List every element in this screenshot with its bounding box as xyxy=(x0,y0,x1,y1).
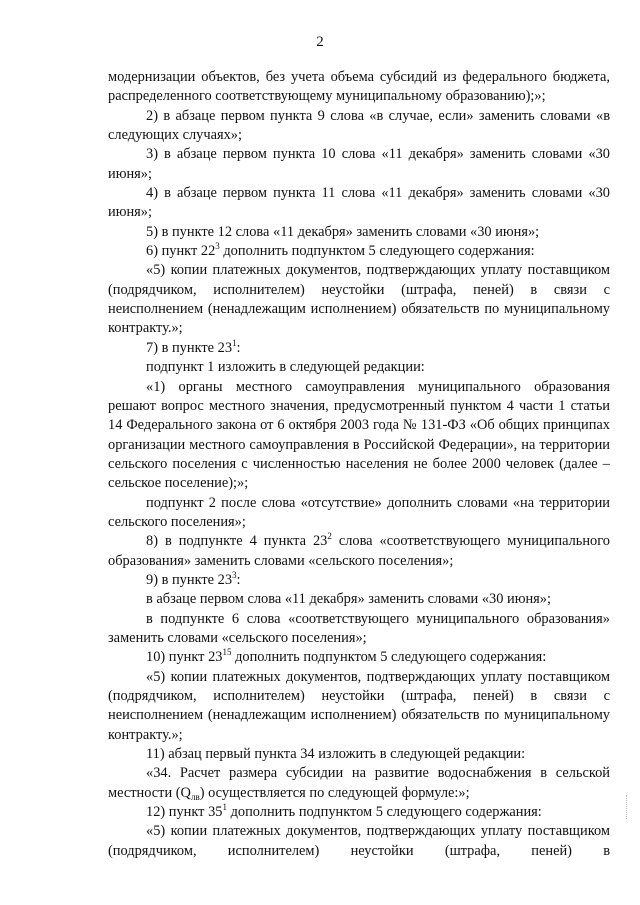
paragraph: «5) копии платежных документов, подтверждающих уплату поставщиком (подрядчиком, исполнителем) неустойки (штрафа, пеней) в связи с неисполнением (ненадлежащим исполнением) обязательств по муниципальному контракту.»; xyxy=(108,262,610,337)
paragraph xyxy=(108,648,610,667)
paragraph-text: : xyxy=(236,339,241,356)
paragraph: «1) органы местного самоуправления муниципального образования решают вопрос местного значения, предусмотренный пунктом 4 части 1 статьи 14 Федерального закона от 6 октября 2003 года № 131-ФЗ «Об общих принципах организации местного самоуправления в Российской Федерации», на территории сельского поселения с численностью населения не более 2000 человек (далее – сельское поселение);»; xyxy=(108,378,610,492)
document-body xyxy=(108,68,610,861)
paragraph: в подпункте 6 слова «соответствующего муниципального образования» заменить словами «сельского поселения»; xyxy=(108,610,610,646)
paragraph: 5) в пункте 12 слова «11 декабря» заменить словами «30 июня»; xyxy=(146,223,540,240)
paragraph-text: : xyxy=(236,571,241,588)
paragraph: модернизации объектов, без учета объема субсидий из федерального бюджета, распределенного соответствующему муниципальному образованию);»; xyxy=(108,69,610,105)
paragraph xyxy=(108,242,610,261)
paragraph xyxy=(108,339,610,358)
paragraph: «5) копии платежных документов, подтверждающих уплату поставщиком (подрядчиком, исполнителем) неустойки (штрафа, пеней) в связи с неисполнением (ненадлежащим исполнением) обязательств по муниципальному контракту.»; xyxy=(108,668,610,743)
paragraph xyxy=(108,571,610,590)
paragraph: 11) абзац первый пункта 34 изложить в следующей редакции: xyxy=(146,746,526,763)
paragraph-text: 8) в подпункте 4 пункта 23 xyxy=(146,533,328,550)
paragraph xyxy=(108,764,610,803)
paragraph-text: 10) пункт 23 xyxy=(146,649,223,666)
paragraph: подпункт 2 после слова «отсутствие» дополнить словами «на территории сельского поселения»; xyxy=(108,494,610,530)
paragraph-text: 9) в пункте 23 xyxy=(146,571,233,588)
superscript: 3 xyxy=(232,569,237,580)
paragraph-text: дополнить подпунктом 5 следующего содержания: xyxy=(219,243,535,260)
paragraph xyxy=(108,803,610,822)
paragraph: 4) в абзаце первом пункта 11 слова «11 декабря» заменить словами «30 июня»; xyxy=(108,185,610,221)
paragraph-text: ) осуществляется по следующей формуле:»; xyxy=(199,784,470,801)
paragraph-text: 6) пункт 22 xyxy=(146,243,216,260)
paragraph xyxy=(108,532,610,571)
superscript: 3 xyxy=(215,241,220,252)
paragraph: 2) в абзаце первом пункта 9 слова «в случае, если» заменить словами «в следующих случаях»; xyxy=(108,107,610,144)
paragraph: в абзаце первом слова «11 декабря» заменить словами «30 июня»; xyxy=(146,591,551,608)
superscript: 15 xyxy=(222,647,232,658)
scan-edge-mark xyxy=(626,795,628,819)
subscript: лв xyxy=(190,791,200,802)
paragraph: «5) копии платежных документов, подтверждающих уплату поставщиком (подрядчиком, исполнителем) неустойки (штрафа, пеней) в xyxy=(108,823,610,859)
superscript: 2 xyxy=(327,531,332,542)
paragraph: подпункт 1 изложить в следующей редакции: xyxy=(146,359,425,376)
paragraph: 3) в абзаце первом пункта 10 слова «11 декабря» заменить словами «30 июня»; xyxy=(108,146,610,182)
superscript: 1 xyxy=(232,337,237,348)
paragraph-text: дополнить подпунктом 5 следующего содержания: xyxy=(231,649,547,666)
paragraph-text: слова «соответствующего муниципального образования» заменить словами «сельского поселения»; xyxy=(108,533,610,569)
paragraph-text: 7) в пункте 23 xyxy=(146,339,233,356)
page-number: 2 xyxy=(316,34,324,50)
paragraph-text: «34. Расчет размера субсидии на развитие водоснабжения в сельской местности (Q xyxy=(108,765,610,801)
superscript: 1 xyxy=(222,802,227,813)
paragraph-text: дополнить подпунктом 5 следующего содержания: xyxy=(226,804,542,821)
paragraph-text: 12) пункт 35 xyxy=(146,804,223,821)
